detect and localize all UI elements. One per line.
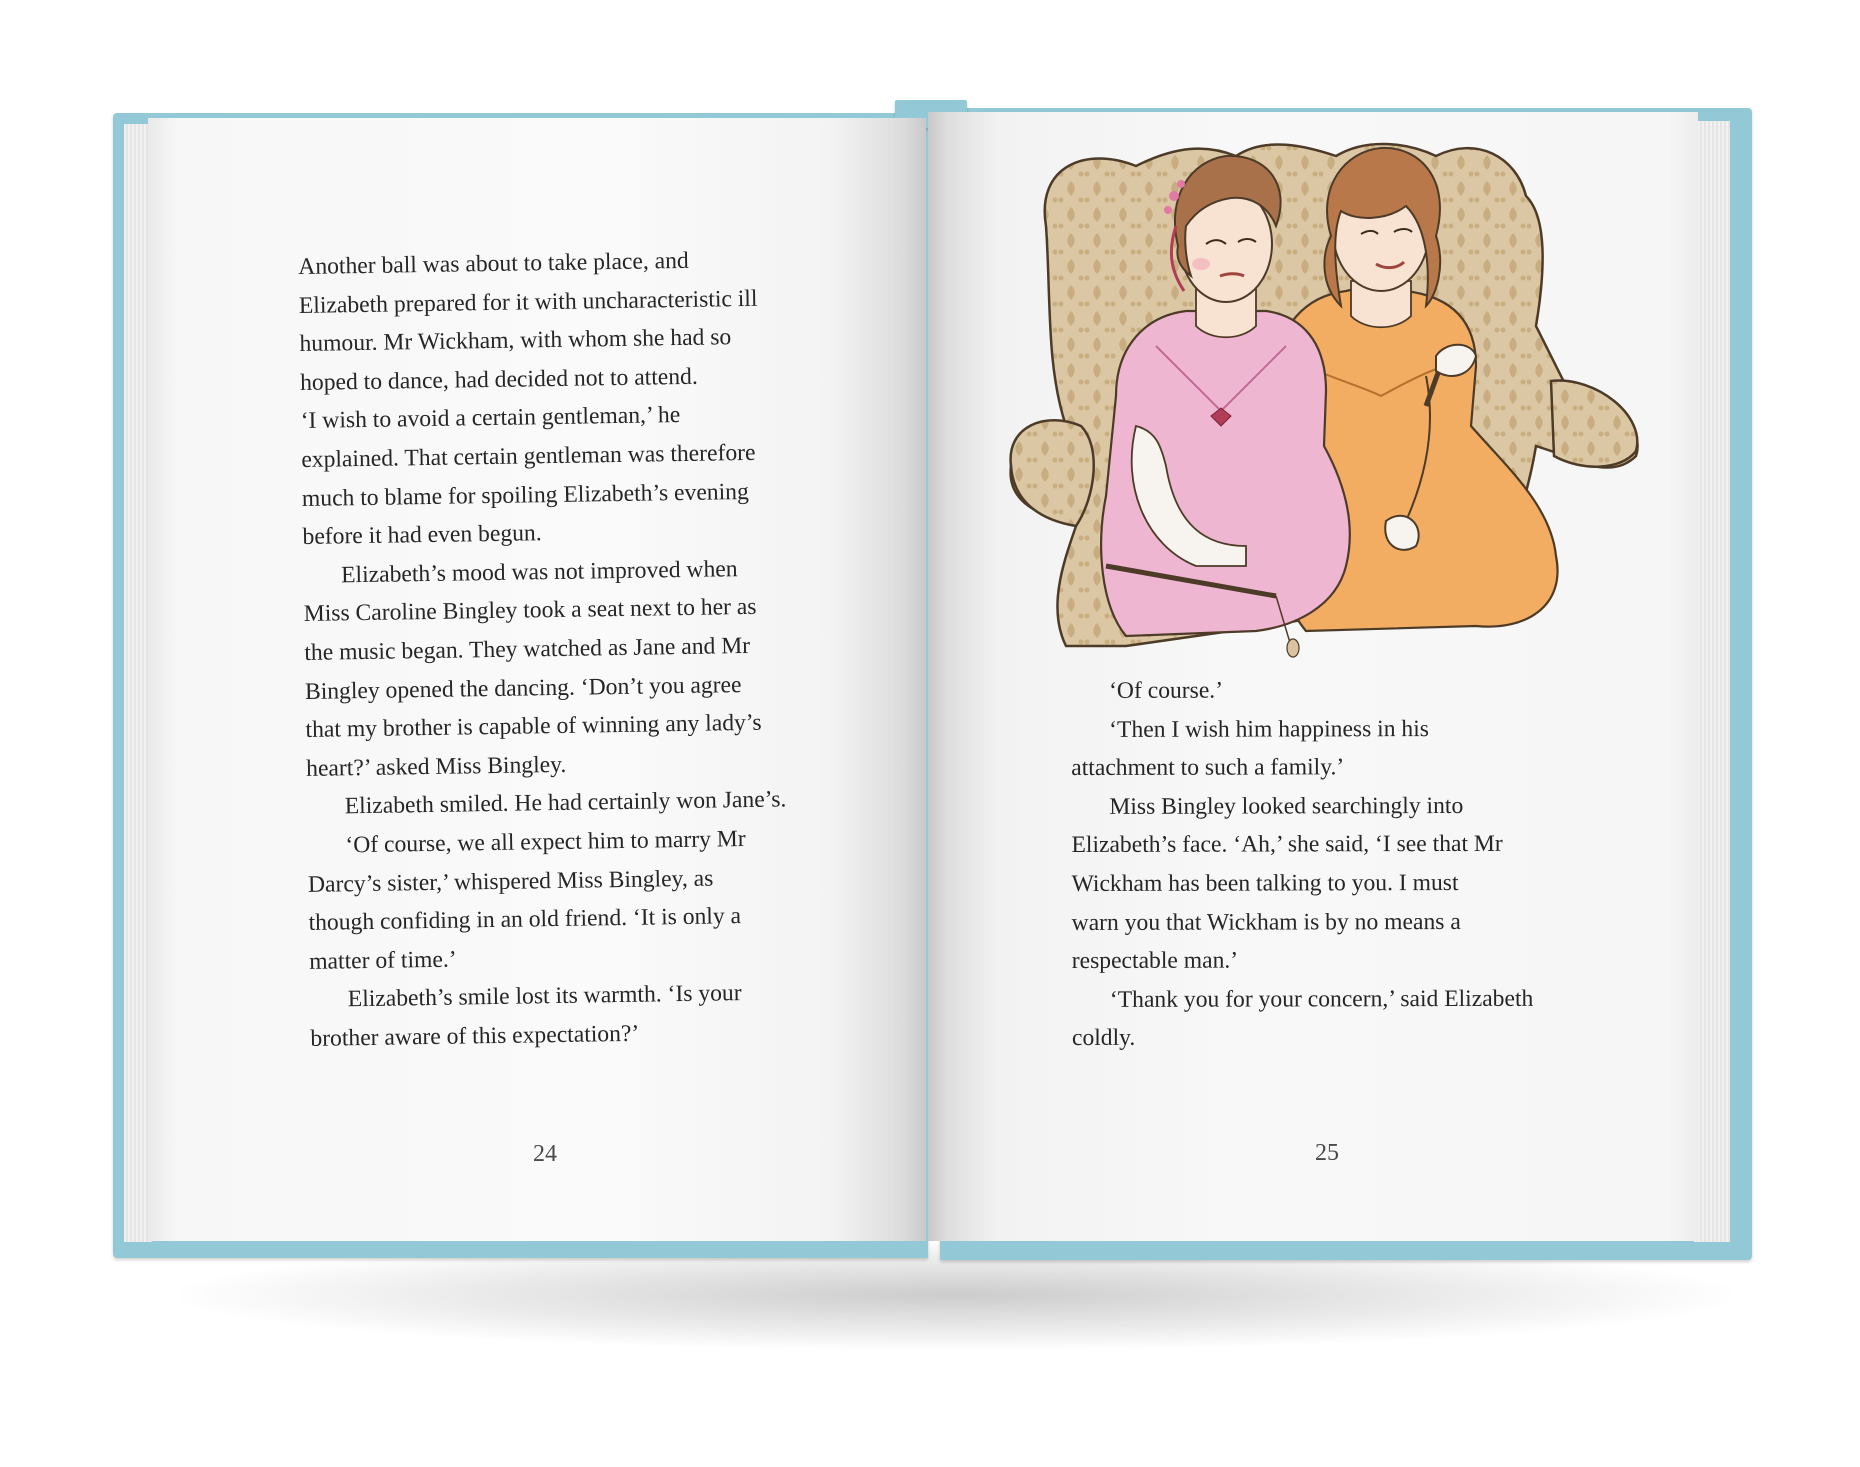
text-line: Another ball was about to take place, and	[298, 247, 689, 280]
left-page-text	[298, 240, 790, 1058]
text-line: explained. That certain gentleman was therefore	[301, 439, 756, 473]
right-page-text	[1071, 671, 1533, 1058]
text-line: Wickham has been talking to you. I must	[1071, 869, 1459, 897]
text-line: before it had even begun.	[302, 520, 542, 551]
text-line: Elizabeth’s face. ‘Ah,’ she said, ‘I see that Mr	[1071, 831, 1503, 859]
text-line: ‘I wish to avoid a certain gentleman,’ he	[300, 402, 681, 435]
page-edges-right	[1694, 121, 1730, 1242]
text-line: Elizabeth prepared for it with uncharacteristic ill	[298, 285, 758, 319]
text-line: matter of time.’	[309, 946, 457, 975]
text-line: Elizabeth smiled. He had certainly won Jane’s.	[344, 786, 787, 820]
text-line: respectable man.’	[1071, 947, 1239, 975]
text-line: Miss Bingley looked searchingly into	[1109, 792, 1464, 820]
left-page	[148, 118, 926, 1241]
text-line: heart?’ asked Miss Bingley.	[305, 751, 567, 782]
text-line: ‘Of course, we all expect him to marry Mr	[345, 825, 746, 859]
text-line: ‘Thank you for your concern,’ said Elizabeth	[1109, 985, 1534, 1013]
text-line: the music began. They watched as Jane and Mr	[304, 632, 751, 666]
right-page	[928, 112, 1698, 1241]
text-line: much to blame for spoiling Elizabeth’s evening	[301, 478, 749, 512]
text-line: that my brother is capable of winning any lady’s	[305, 709, 762, 744]
text-line: Elizabeth’s mood was not improved when	[340, 555, 738, 589]
text-line: Darcy’s sister,’ whispered Miss Bingley, as	[307, 865, 714, 898]
text-line: attachment to such a family.’	[1071, 754, 1345, 782]
text-line: warn you that Wickham is by no means a	[1071, 908, 1461, 936]
text-line: though confiding in an old friend. ‘It is only a	[308, 903, 742, 937]
text-line: Elizabeth’s smile lost its warmth. ‘Is your	[347, 980, 742, 1013]
text-line: ‘Of course.’	[1109, 677, 1224, 704]
text-line: Bingley opened the dancing. ‘Don’t you agree	[304, 671, 742, 705]
text-line: brother aware of this expectation?’	[310, 1020, 640, 1052]
page-number-left: 24	[533, 1141, 557, 1167]
text-line: ‘Then I wish him happiness in his	[1109, 715, 1429, 743]
text-line: hoped to dance, had decided not to attend.	[299, 363, 698, 396]
text-line: humour. Mr Wickham, with whom she had so	[299, 324, 732, 358]
page-number-right: 25	[1315, 1140, 1339, 1166]
text-line: Miss Caroline Bingley took a seat next to her as	[303, 594, 757, 628]
text-line: coldly.	[1071, 1025, 1136, 1052]
two-women-on-sofa-illustration	[1006, 126, 1646, 662]
